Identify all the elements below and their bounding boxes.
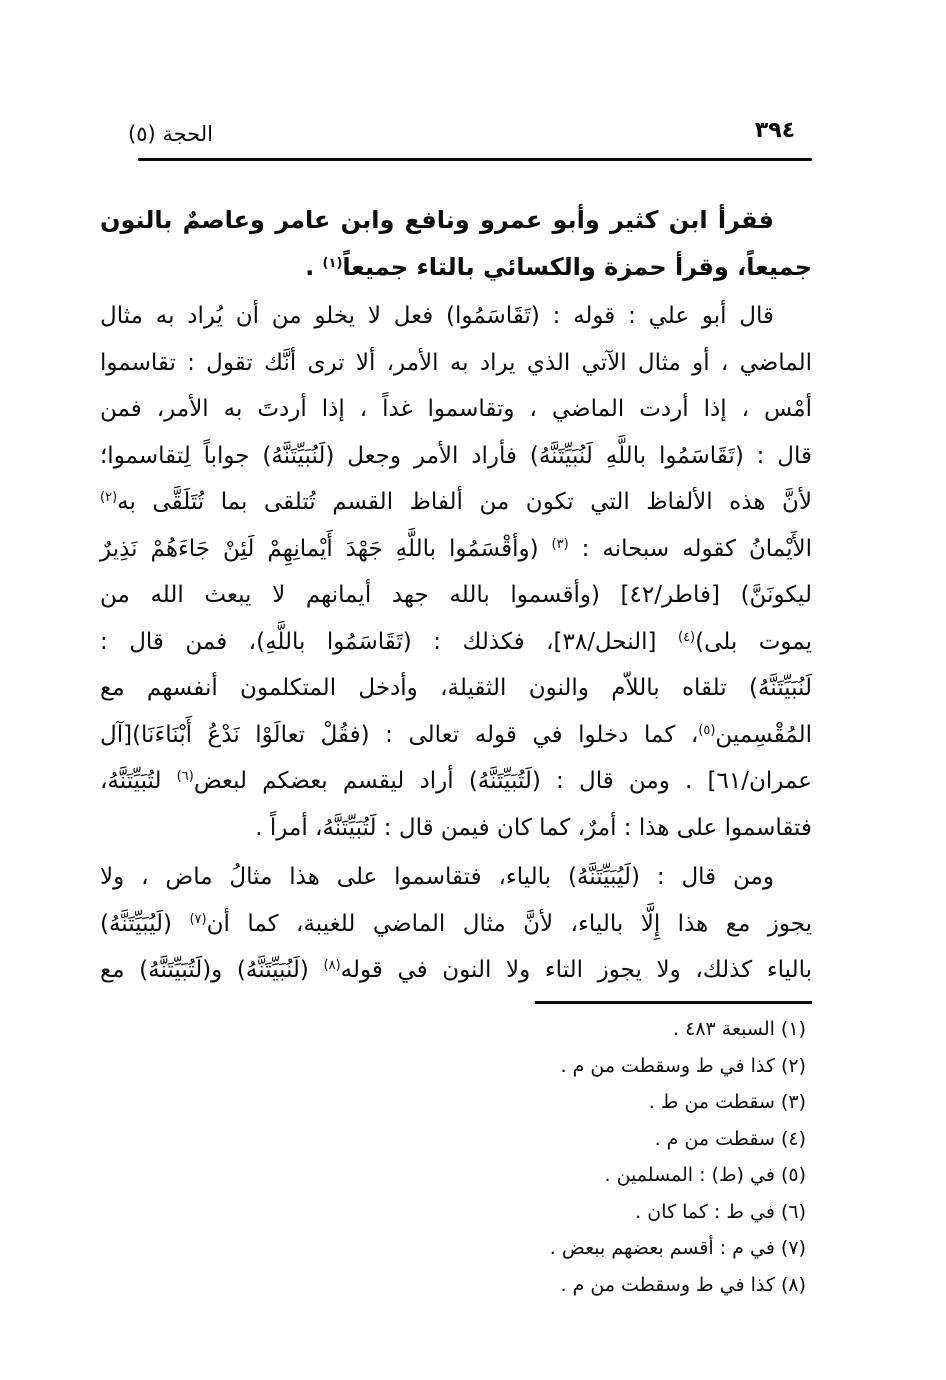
body-line [100,619,812,666]
footnote-ref: (٥) [698,722,716,738]
text-run: ليكونَنَّ) [فاطر/٤٢] (وأقسموا بالله جهد أيمانهم لا يبعث الله من [100,582,812,608]
text-run: . [305,252,323,281]
text-run: لَنُبَيِّتَنَّهُ) تلقاه باللاّم والنون الثقيلة، وأدخل المتكلمون أنفسهم مع [100,675,812,701]
body-line [100,293,812,340]
footnote-ref: (١) [322,255,343,271]
footnote-line: (٨) كذا في ط وسقطت من م . [560,1273,806,1296]
body-line [100,901,812,948]
text-run: (وأقْسَمُوا باللَّهِ جَهْدَ أَيْمانِهِمْ لَئِنْ جَاءَهُمْ نَذِيرٌ [100,535,552,562]
text-run: لأنَّ هذه الألفاظ التي تكون من ألفاظ القسم تُتلقى بما تُتَلَقَّى به [117,489,812,515]
text-run: يجوز مع هذا إِلَّا بالياء، لأنَّ مثال الماضي للغيبة، كما أن [206,910,812,937]
text-run: الأَيْمانُ كقوله سبحانه : [568,535,812,562]
footnote-line: (١) السبعة ٤٨٣ . [673,1018,806,1040]
body-line [100,340,812,387]
body-line [100,479,812,526]
footnote-ref: (٧) [189,911,207,927]
text-run: [النحل/٣٨]، فكذلك : (تَقَاسَمُوا باللَّهِ)، فمن قال : [100,628,678,655]
footnote-line: (٥) في (ط) : المسلمين . [604,1164,806,1186]
page-number: ٣٩٤ [754,118,796,143]
footnote-line: (٣) سقطت من ط . [648,1091,806,1113]
footnote-line: (٢) كذا في ط وسقطت من م . [560,1054,806,1077]
body-line [100,805,812,852]
body-line [100,758,812,805]
body-line [100,386,812,433]
text-run: فقرأ ابن كثير وأبو عمرو ونافع وابن عامر وعاصمٌ بالنون [100,206,774,234]
footnote-ref: (٨) [323,958,341,973]
body-text [100,197,812,997]
footnotes-list [246,1011,806,1303]
footnote-ref: (٣) [551,536,569,552]
body-line [100,947,812,994]
body-line [100,244,812,291]
footnote-line: (٧) في م : أقسم بعضهم ببعض . [549,1237,806,1259]
text-run: أمْس ، إذا أردت الماضي ، وتقاسموا غداً ، إذا أردتَ به الأمر، فمن [100,396,812,422]
body-line [100,854,812,901]
body-line [100,572,812,619]
header-rule [138,158,812,161]
footnote-ref: (٤) [677,629,696,645]
footnote-ref: (٦) [176,769,194,784]
footnote-line: (٦) في ط : كما كان . [635,1200,806,1223]
footnote-line: (٤) سقطت من م . [654,1127,806,1150]
body-line [100,712,812,759]
paragraph [100,854,812,994]
running-title: الحجة (٥) [128,122,213,146]
body-line [100,197,812,244]
paragraph [100,197,812,290]
text-run: لتُبَيِّتَنَّهُ، [100,768,177,794]
text-run: (لَنُبَيِّتَنَّهُ) و(لَتُبَيِّتَنَّهُ) مع [100,957,324,983]
text-run: المُقْسِمين [715,721,812,748]
text-run: ومن قال : (لَيُبَيِّتَنَّهُ) بالياء، فتقاسموا على هذا مثالُ ماض ، ولا [100,864,774,890]
paragraph [100,293,812,851]
footnote-ref: (٢) [100,490,118,505]
text-run: قال أبو علي : قوله : (تَقَاسَمُوا) فعل لا يخلو من أن يُراد به مثال [100,303,774,329]
body-line [100,526,812,573]
text-run: عمران/٦١] . ومن قال : (لَتُبَيِّتَنَّهُ) أراد ليقسم بعضكم لبعض [193,768,812,794]
text-run: الماضي ، أو مثال الآتي الذي يراد به الأمر، ألا ترى أنَّك تقول : تقاسموا [100,349,812,376]
text-run: ، كما دخلوا في قوله تعالى : (فقُلْ تعالَوْا نَدْعُ أَبْنَاءَنَا)[آل [100,721,699,748]
body-line [100,665,812,712]
body-line [100,433,812,480]
text-run: يموت بلى) [695,628,812,655]
text-run: فتقاسموا على هذا : أمرٌ، كما كان فيمن قال : لَتُبَيِّتَنَّهُ، أمراً . [255,814,812,841]
text-run: (لَيُبَيِّتَنَّهُ) [100,910,190,937]
footnote-separator [535,1001,812,1004]
text-run: بالياء كذلك، ولا يجوز التاء ولا النون في قوله [340,957,812,983]
text-run: جميعاً، وقرأ حمزة والكسائي بالتاء جميعاً [342,252,812,281]
text-run: قال : (تَقَاسَمُوا باللَّهِ لَنُبَيِّتَنَّهُ) فأراد الأمر وجعل (لَنُبَيِّتَنَّهُ) جواباً لِتقاسموا؛ [100,442,812,469]
